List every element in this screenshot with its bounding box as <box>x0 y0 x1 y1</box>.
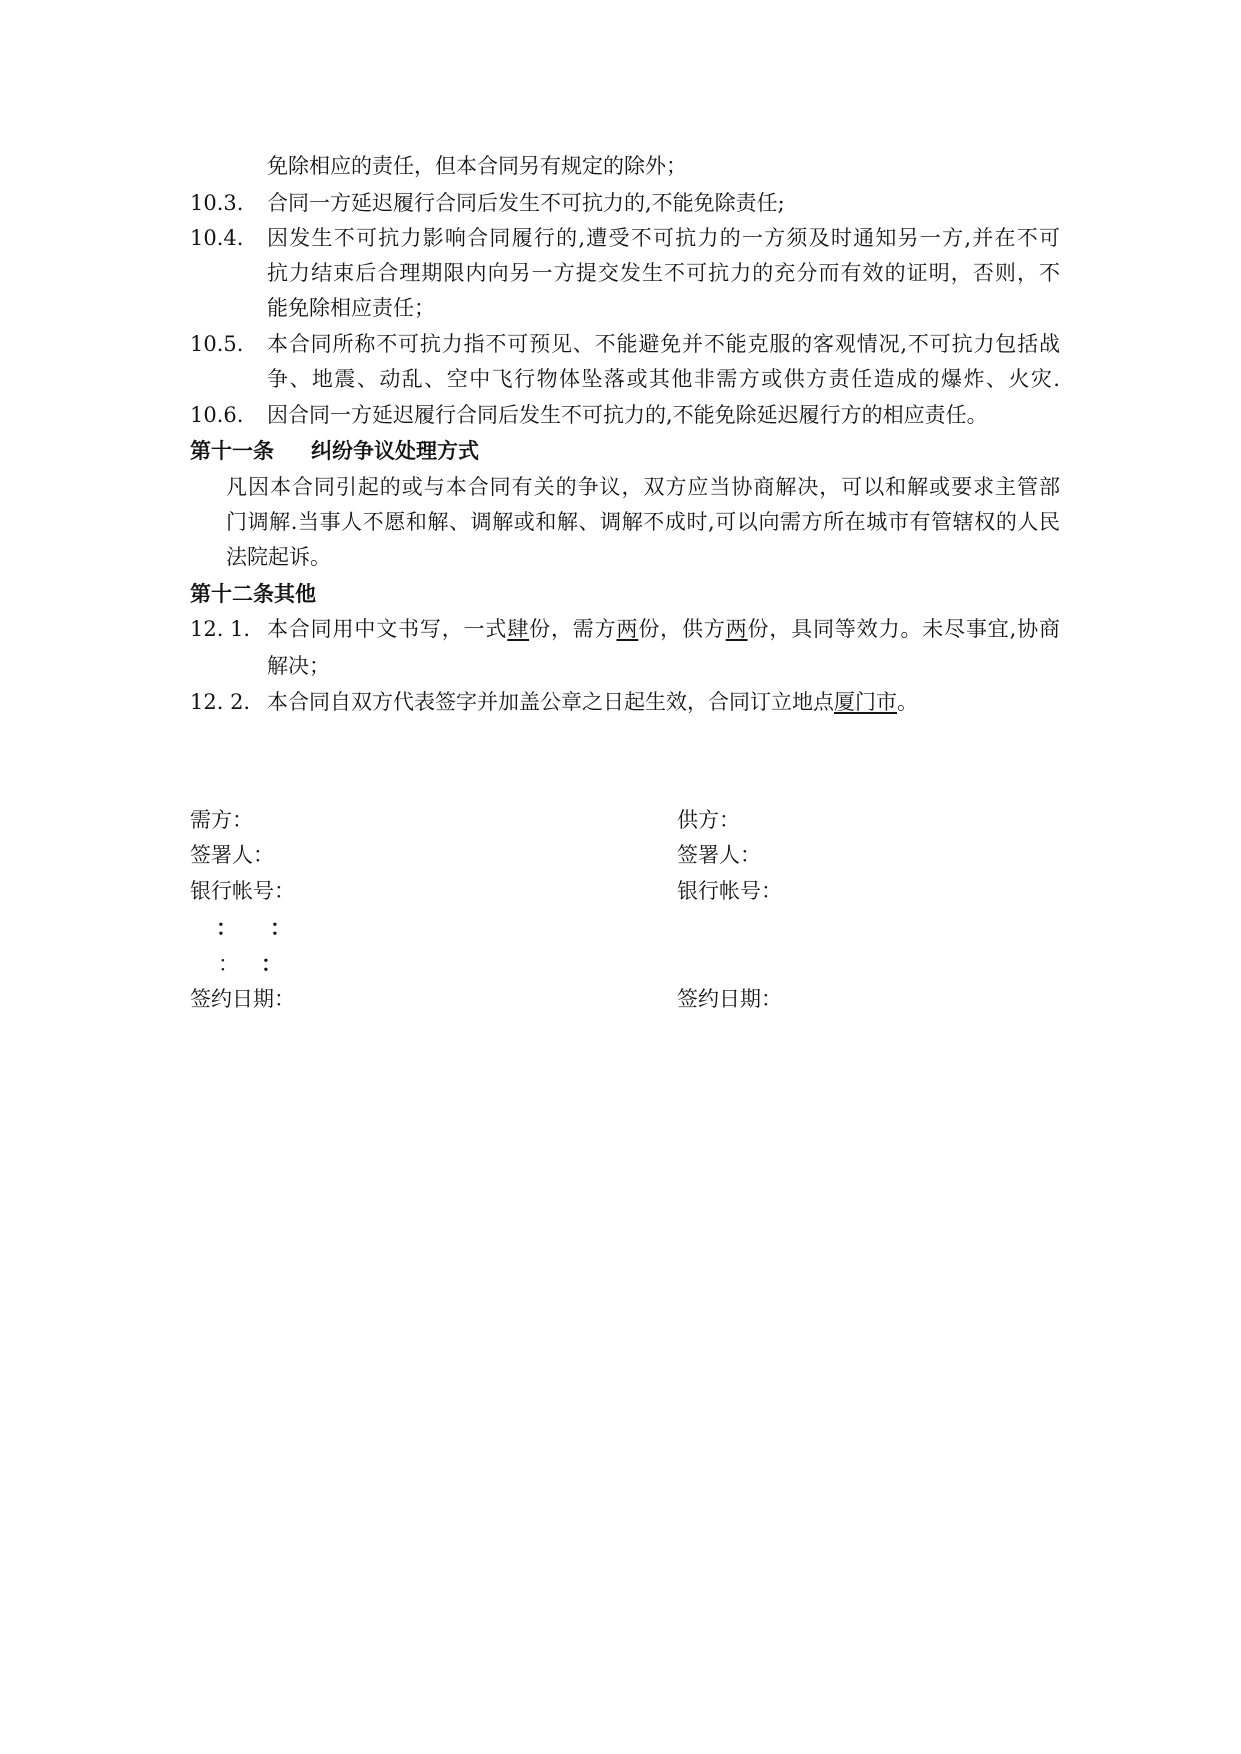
clause-12-1-seg-2: 份，供方 <box>638 617 726 641</box>
article-12-title: 第十二条其他 <box>190 581 316 606</box>
blank-row-2-colon-1: ： <box>218 952 239 976</box>
buyer-party-label: 需方： <box>190 808 253 832</box>
clause-10-6-text: 因合同一方延迟履行合同后发生不可抗力的,不能免除延迟履行方的相应责任。 <box>267 403 988 427</box>
clause-12-1-seg-0: 本合同用中文书写，一式 <box>267 617 508 641</box>
clause-number-10-5: 10.5. <box>190 332 244 356</box>
clause-number-10-6: 10.6. <box>190 403 244 427</box>
clause-number-10-3: 10.3. <box>190 191 244 215</box>
clause-10-4-line-2: 抗力结束后合理期限内向另一方提交发生不可抗力的充分而有效的证明，否则，不 <box>267 261 1060 285</box>
seller-copies-value: 两 <box>725 617 748 641</box>
buyer-signatory-label: 签署人： <box>190 843 274 867</box>
clause-10-4-line-1: 因发生不可抗力影响合同履行的,遭受不可抗力的一方须及时通知另一方,并在不可 <box>267 226 1060 250</box>
buyer-bank-account-label: 银行帐号： <box>190 879 295 903</box>
clause-12-2-line-1 <box>267 687 1060 717</box>
buyer-sign-date-label: 签约日期： <box>190 987 295 1011</box>
clause-10-5-line-2: 争、地震、动乱、空中飞行物体坠落或其他非需方或供方责任造成的爆炸、火灾. <box>267 367 1060 391</box>
clause-12-1-line-2: 解决； <box>267 654 330 678</box>
article-11-subtitle: 纠纷争议处理方式 <box>311 438 479 463</box>
article-11-title: 第十一条 <box>190 438 274 463</box>
clause-12-2-seg-1: 。 <box>897 690 918 714</box>
article-11-line-1: 凡因本合同引起的或与本合同有关的争议，双方应当协商解决，可以和解或要求主管部 <box>226 475 1060 499</box>
signing-place-value: 厦门市 <box>834 690 897 714</box>
clause-number-12-1: 12. 1. <box>190 617 251 641</box>
article-11-line-3: 法院起诉。 <box>226 545 331 569</box>
seller-sign-date-label: 签约日期： <box>677 987 782 1011</box>
clause-12-2-seg-0: 本合同自双方代表签字并加盖公章之日起生效，合同订立地点 <box>267 690 834 714</box>
clause-12-1-line-1 <box>267 614 1060 644</box>
clause-number-10-4: 10.4. <box>190 226 244 250</box>
buyer-copies-value: 两 <box>616 617 639 641</box>
clause-12-1-seg-3: 份，具同等效力。未尽事宜,协商 <box>747 617 1061 641</box>
clause-10-5-line-1: 本合同所称不可抗力指不可预见、不能避免并不能克服的客观情况,不可抗力包括战 <box>267 332 1060 356</box>
clause-10-4-line-3: 能免除相应责任； <box>267 296 435 320</box>
seller-party-label: 供方： <box>677 808 740 832</box>
article-11-line-2: 门调解.当事人不愿和解、调解或和解、调解不成时,可以向需方所在城市有管辖权的人民 <box>226 510 1060 534</box>
copies-total-value: 肆 <box>507 617 530 641</box>
clause-10-3-text: 合同一方延迟履行合同后发生不可抗力的,不能免除责任; <box>267 191 785 215</box>
blank-row-1-colon-1: ： <box>216 915 237 940</box>
seller-bank-account-label: 银行帐号： <box>677 879 782 903</box>
clause-number-12-2: 12. 2. <box>190 690 251 714</box>
seller-signatory-label: 签署人： <box>677 843 761 867</box>
blank-row-2-colon-2: ： <box>261 951 282 976</box>
blank-row-1-colon-2: ： <box>270 915 291 940</box>
clause-10-2-continuation: 免除相应的责任，但本合同另有规定的除外； <box>267 154 687 178</box>
clause-12-1-seg-1: 份，需方 <box>529 617 617 641</box>
